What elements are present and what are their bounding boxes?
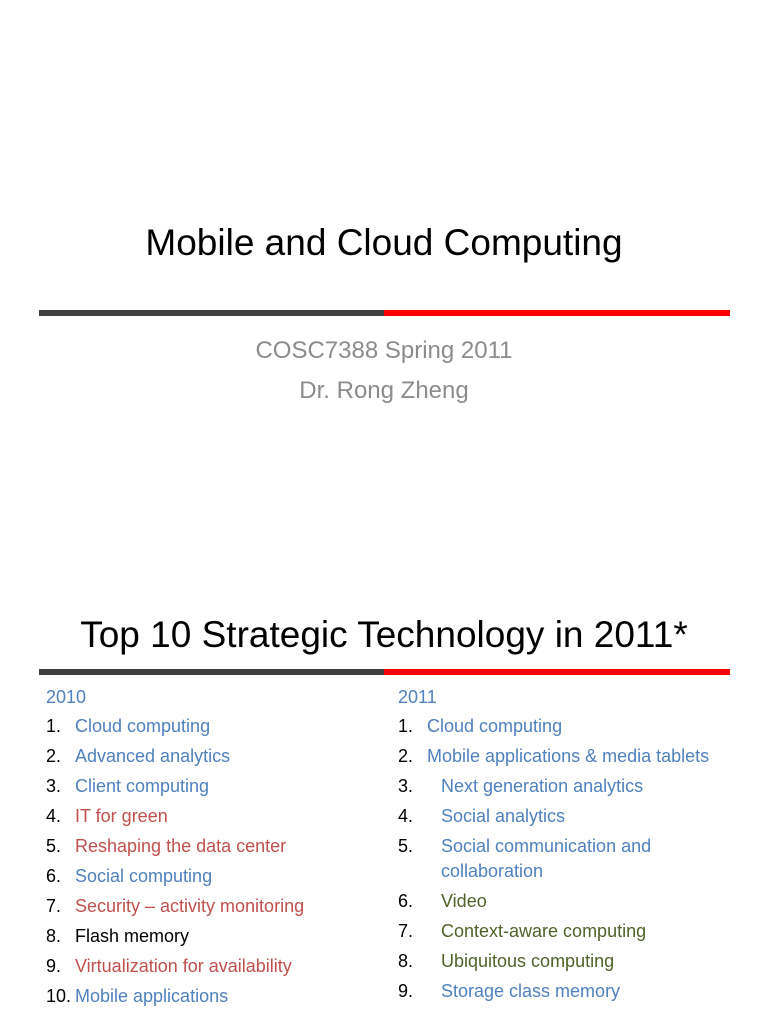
item-text: Mobile applications (75, 986, 229, 1006)
title-rule-dark (39, 669, 384, 675)
item-text: Mobile applications & media tablets (427, 746, 710, 766)
list-item (46, 984, 376, 1009)
slide-title: Top 10 Strategic Technology in 2011* (80, 614, 688, 655)
item-text: Flash memory (75, 926, 190, 946)
item-text: Social analytics (441, 806, 566, 826)
item-number: 3. (46, 776, 62, 796)
list-item (46, 714, 376, 739)
item-number: 6. (398, 891, 414, 911)
column-heading: 2011 (398, 687, 437, 707)
item-text: Cloud computing (427, 716, 563, 736)
list-2010 (46, 684, 376, 1014)
item-number: 5. (398, 836, 414, 856)
list-item (46, 864, 376, 889)
item-number: 7. (46, 896, 62, 916)
list-item (398, 949, 728, 974)
list-item (46, 894, 376, 919)
item-text: Storage class memory (441, 981, 621, 1001)
item-text: Next generation analytics (441, 776, 644, 796)
list-item (46, 954, 376, 979)
list-item (398, 774, 728, 799)
item-number: 1. (46, 716, 62, 736)
item-text: IT for green (75, 806, 168, 826)
list-item (46, 924, 376, 949)
item-number: 8. (398, 951, 414, 971)
item-number: 10. (46, 986, 72, 1006)
item-number: 4. (398, 806, 414, 826)
list-item (46, 774, 376, 799)
list-item (46, 744, 376, 769)
item-number: 7. (398, 921, 414, 941)
title-rule-dark (39, 310, 384, 316)
item-text: Video (441, 891, 487, 911)
list-item (398, 714, 728, 739)
list-item (398, 804, 728, 829)
author-line: Dr. Rong Zheng (299, 377, 469, 404)
list-item (398, 744, 728, 769)
item-text: Social computing (75, 866, 213, 886)
list-item (46, 804, 376, 829)
item-number: 9. (46, 956, 62, 976)
item-number: 6. (46, 866, 62, 886)
column-heading: 2010 (46, 687, 87, 707)
course-line: COSC7388 Spring 2011 (255, 337, 513, 364)
list-item (398, 979, 728, 1004)
slide-subtitle (0, 331, 768, 411)
slide-title: Mobile and Cloud Computing (145, 222, 623, 263)
item-text: Virtualization for availability (75, 956, 292, 976)
list-item (398, 889, 728, 914)
title-rule-red (384, 310, 730, 316)
item-text: Advanced analytics (75, 746, 231, 766)
list-item (46, 834, 376, 859)
title-rule-red (384, 669, 730, 675)
list-2011 (398, 684, 728, 1009)
item-text: Ubiquitous computing (441, 951, 615, 971)
item-text: Social communication and collaboration (441, 836, 652, 881)
item-number: 8. (46, 926, 62, 946)
list-item (398, 919, 728, 944)
item-text: Reshaping the data center (75, 836, 287, 856)
item-number: 4. (46, 806, 62, 826)
list-item (398, 834, 728, 884)
item-number: 2. (398, 746, 414, 766)
item-number: 1. (398, 716, 414, 736)
item-number: 9. (398, 981, 414, 1001)
item-number: 5. (46, 836, 62, 856)
item-text: Context-aware computing (441, 921, 647, 941)
item-text: Client computing (75, 776, 210, 796)
content-slide (0, 576, 768, 1024)
item-number: 3. (398, 776, 414, 796)
item-text: Security – activity monitoring (75, 896, 305, 916)
item-number: 2. (46, 746, 62, 766)
item-text: Cloud computing (75, 716, 211, 736)
